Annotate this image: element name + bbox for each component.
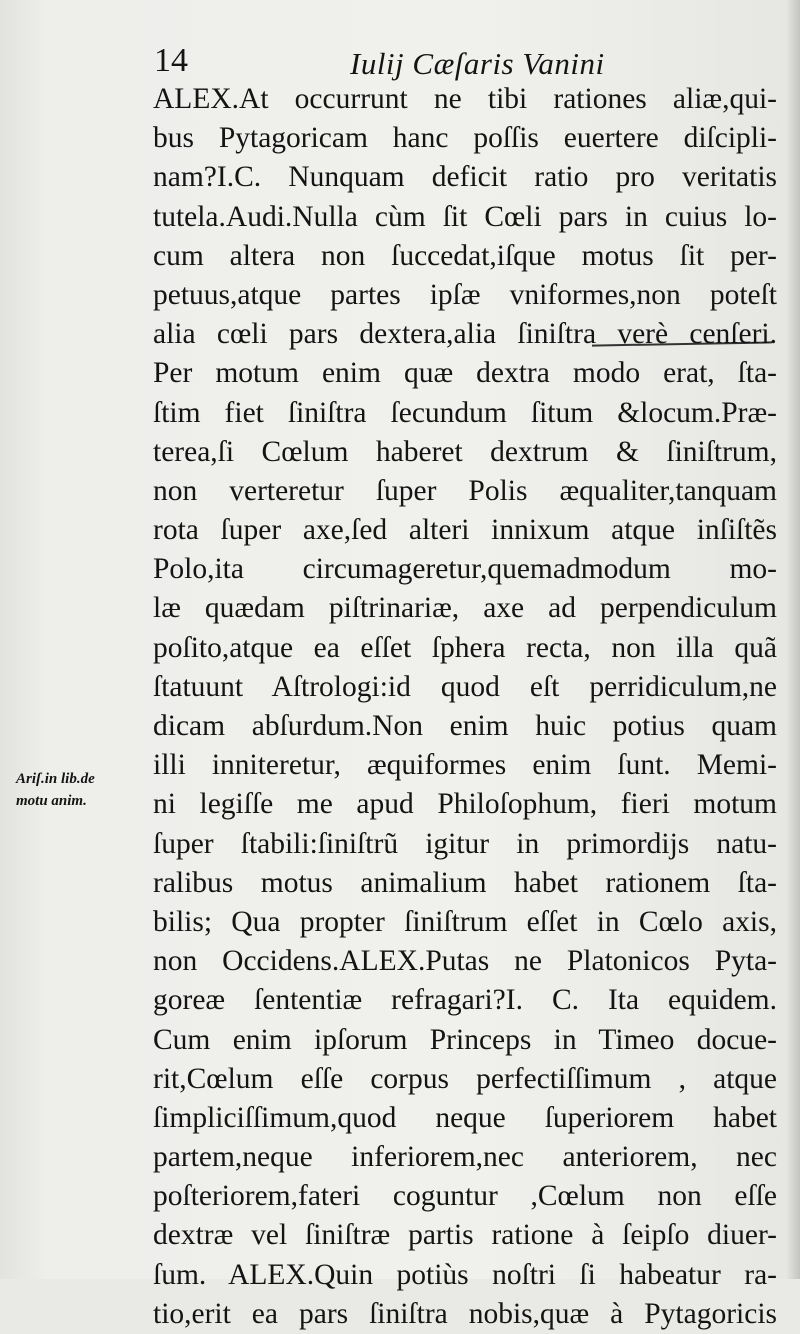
text-line: tutela.Audi.Nulla cùm ſit Cœli pars in cuius lo- xyxy=(153,200,777,233)
text-line: ALEX.At occurrunt ne tibi rationes aliæ,qui- xyxy=(153,83,777,115)
running-title: Iulij Cæſaris Vanini xyxy=(350,46,605,81)
text-line: rota ſuper axe,ſed alteri innixum atque inſiſtẽs xyxy=(153,514,777,547)
text-line: Per motum enim quæ dextra modo erat, ſta- xyxy=(153,357,777,390)
text-line: ſimpliciſſimum,quod neque ſuperiorem habet xyxy=(153,1101,777,1134)
text-line: bilis; Qua propter ſiniſtrum eſſet in Cœlo axis, xyxy=(153,905,777,938)
text-line: illi inniteretur, æquiformes enim ſunt. Memi- xyxy=(153,749,777,782)
text-line: bus Pytagoricam hanc poſſis euertere diſcipli- xyxy=(153,122,777,155)
page-number: 14 xyxy=(154,42,188,79)
text-line: ſtatuunt Aſtrologi:id quod eſt perridiculum,ne xyxy=(153,670,777,703)
text-line: læ quædam piſtrinariæ, axe ad perpendiculum xyxy=(153,592,777,625)
text-line: goreæ ſententiæ refragari?I. C. Ita equidem. xyxy=(153,984,777,1017)
page-edge-shadow xyxy=(786,0,800,1279)
text-line: nam?I.C. Nunquam deficit ratio pro veritatis xyxy=(153,161,777,194)
text-line: ni legiſſe me apud Philoſophum, fieri motum xyxy=(153,788,777,821)
text-line: alia cœli pars dextera,alia ſiniſtra verè cenſeri. xyxy=(153,318,777,351)
text-line: Polo,ita circumageretur,quemadmodum mo- xyxy=(153,553,777,586)
marginal-note xyxy=(16,768,150,812)
text-line: ſuper ſtabili:ſiniſtrũ igitur in primordijs natu- xyxy=(153,827,777,860)
text-line: petuus,atque partes ipſæ vniformes,non poteſt xyxy=(153,278,777,311)
text-line: tio,erit ea pars ſiniſtra nobis,quæ à Pytagoricis xyxy=(153,1297,777,1330)
text-line: non Occidens.ALEX.Putas ne Platonicos Pyta- xyxy=(153,945,777,978)
text-line: ralibus motus animalium habet rationem ſta- xyxy=(153,866,777,899)
text-line: cum altera non ſuccedat,iſque motus ſit per- xyxy=(153,239,777,272)
text-line: partem,neque inferiorem,nec anteriorem, nec xyxy=(153,1141,777,1174)
marginal-note-line: motu anim. xyxy=(16,793,87,809)
marginal-note-line: Ariſ.in lib.de xyxy=(16,771,95,787)
text-line: dextræ vel ſiniſtræ partis ratione à ſeipſo diuer- xyxy=(153,1219,777,1252)
text-line: ſum. ALEX.Quin potiùs noſtri ſi habeatur ra- xyxy=(153,1258,777,1291)
page-header xyxy=(154,38,714,86)
text-line: Cum enim ipſorum Princeps in Timeo docue- xyxy=(153,1023,777,1056)
body-text xyxy=(153,80,777,1334)
text-line: non verteretur ſuper Polis æqualiter,tanquam xyxy=(153,474,777,507)
text-line: poſito,atque ea eſſet ſphera recta, non illa quã xyxy=(153,631,777,664)
text-line: terea,ſi Cœlum haberet dextrum & ſiniſtrum, xyxy=(153,435,777,468)
text-line: dicam abſurdum.Non enim huic potius quam xyxy=(153,710,777,742)
text-line: rit,Cœlum eſſe corpus perfectiſſimum , atque xyxy=(153,1062,777,1095)
text-line: poſteriorem,fateri coguntur ,Cœlum non eſſe xyxy=(153,1180,777,1213)
text-line: ſtim fiet ſiniſtra ſecundum ſitum &locum.Præ- xyxy=(153,396,777,429)
